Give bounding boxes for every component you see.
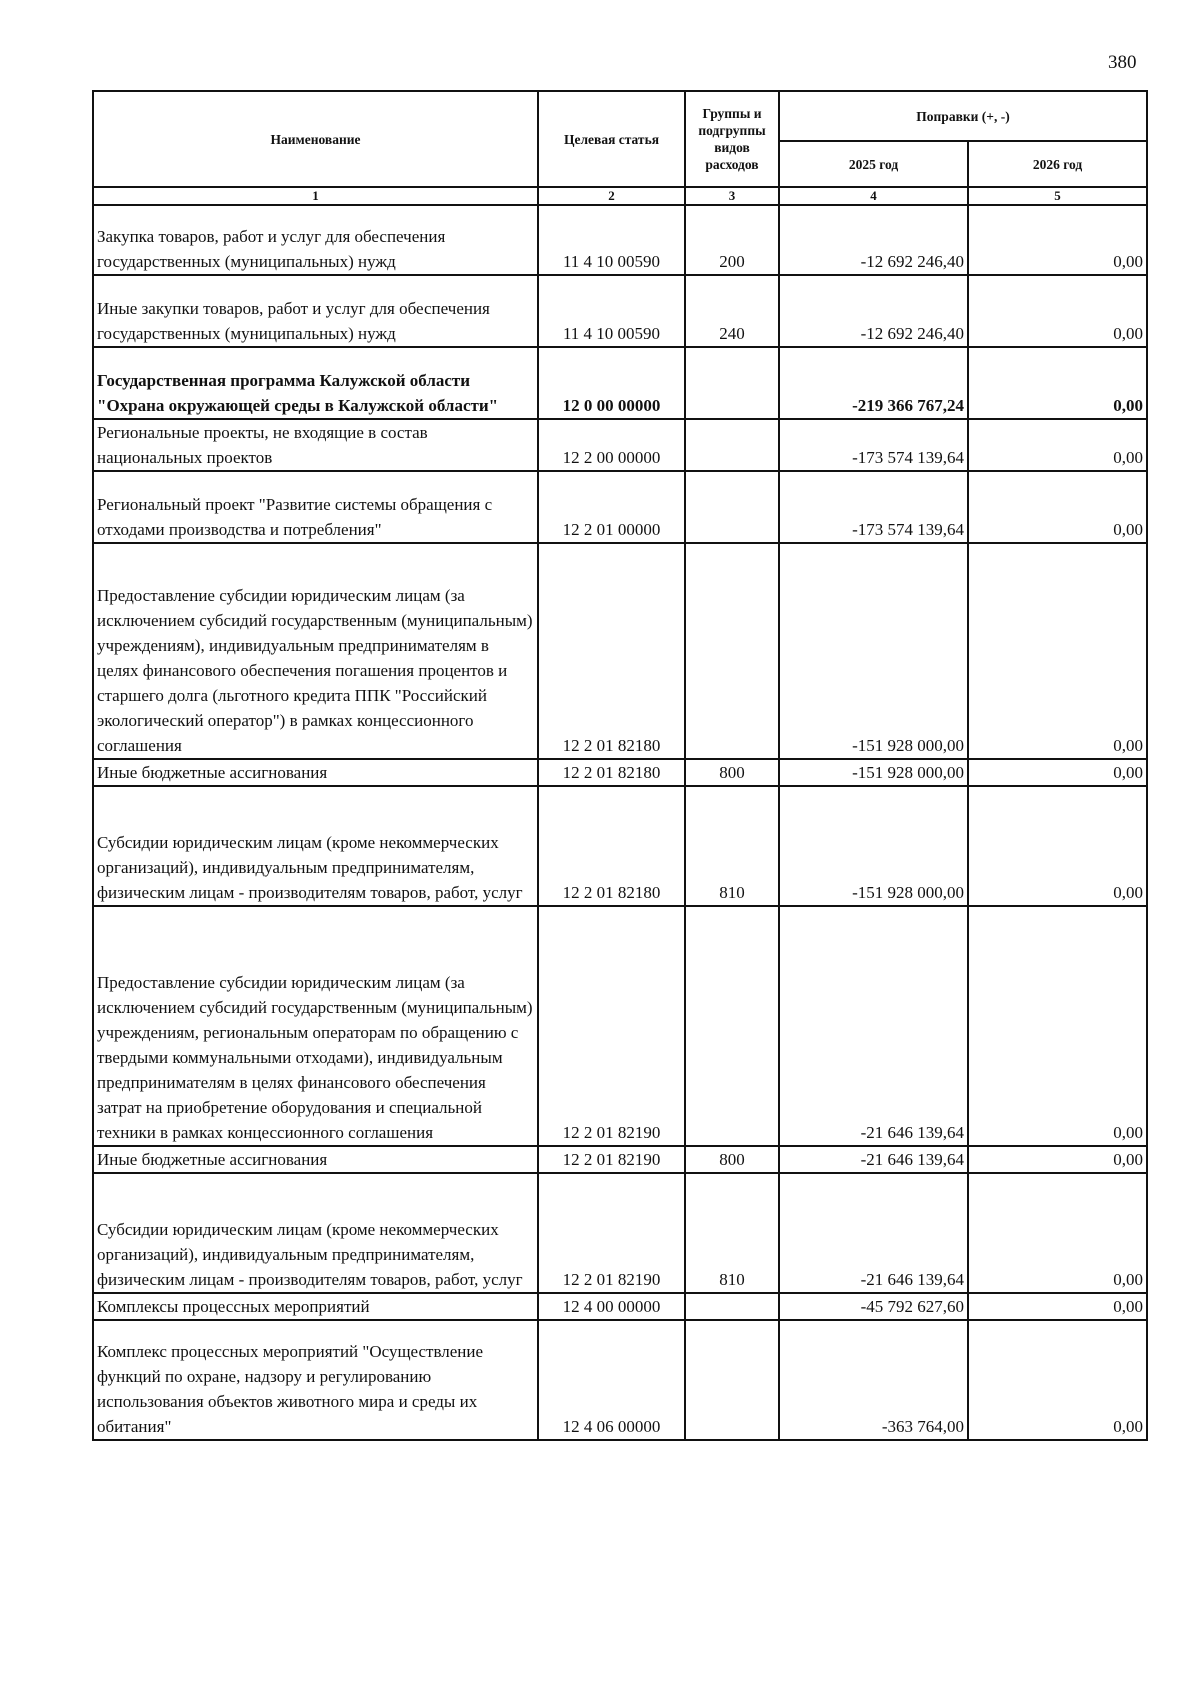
table-row <box>93 1146 1147 1173</box>
row-target-article-cell: 11 4 10 00590 <box>538 275 685 347</box>
row-amount-2025-cell: -21 646 139,64 <box>779 1173 968 1293</box>
row-expense-group-cell <box>685 471 779 543</box>
row-name-cell: Субсидии юридическим лицам (кроме некоммерческих организаций), индивидуальным предпринимателям, физическим лицам - производителям товаров, работ, услуг <box>93 786 538 906</box>
row-amount-2025-cell: -219 366 767,24 <box>779 347 968 419</box>
row-amount-2025-cell: -173 574 139,64 <box>779 471 968 543</box>
row-target-article-cell: 12 2 00 00000 <box>538 419 685 471</box>
table-row <box>93 275 1147 347</box>
header-year-2025: 2025 год <box>779 141 968 187</box>
row-target-article-cell: 12 2 01 82180 <box>538 786 685 906</box>
row-target-article-cell: 12 2 01 82190 <box>538 1146 685 1173</box>
row-expense-group-cell <box>685 1293 779 1320</box>
row-amount-2025-cell: -21 646 139,64 <box>779 1146 968 1173</box>
row-amount-2026-cell: 0,00 <box>968 1320 1147 1440</box>
row-amount-2025-cell: -151 928 000,00 <box>779 786 968 906</box>
page-number: 380 <box>1108 52 1137 73</box>
row-name-cell: Региональный проект "Развитие системы обращения с отходами производства и потребления" <box>93 471 538 543</box>
row-amount-2026-cell: 0,00 <box>968 759 1147 786</box>
row-name-cell: Предоставление субсидии юридическим лицам (за исключением субсидий государственным (муниципальным) учреждениям), индивидуальным предпринимателям в целях финансового обеспечения погашения процентов и старшего долга (льготного кредита ППК "Российский экологический оператор") в рамках концессионного соглашения <box>93 543 538 759</box>
row-name-cell: Иные бюджетные ассигнования <box>93 1146 538 1173</box>
row-expense-group-cell: 810 <box>685 786 779 906</box>
row-target-article-cell: 12 2 01 82180 <box>538 759 685 786</box>
row-expense-group-cell: 200 <box>685 205 779 275</box>
row-amount-2025-cell: -12 692 246,40 <box>779 205 968 275</box>
column-number: 4 <box>779 187 968 205</box>
row-amount-2026-cell: 0,00 <box>968 471 1147 543</box>
column-number: 3 <box>685 187 779 205</box>
row-amount-2025-cell: -12 692 246,40 <box>779 275 968 347</box>
row-amount-2025-cell: -173 574 139,64 <box>779 419 968 471</box>
row-amount-2026-cell: 0,00 <box>968 1293 1147 1320</box>
column-number: 2 <box>538 187 685 205</box>
table-row <box>93 419 1147 471</box>
row-expense-group-cell <box>685 347 779 419</box>
row-target-article-cell: 12 4 00 00000 <box>538 1293 685 1320</box>
table-row <box>93 1320 1147 1440</box>
header-name: Наименование <box>93 91 538 187</box>
row-expense-group-cell: 800 <box>685 759 779 786</box>
row-expense-group-cell: 800 <box>685 1146 779 1173</box>
row-name-cell: Иные закупки товаров, работ и услуг для обеспечения государственных (муниципальных) нужд <box>93 275 538 347</box>
row-target-article-cell: 11 4 10 00590 <box>538 205 685 275</box>
table-row <box>93 347 1147 419</box>
row-amount-2026-cell: 0,00 <box>968 275 1147 347</box>
row-expense-group-cell: 810 <box>685 1173 779 1293</box>
row-target-article-cell: 12 4 06 00000 <box>538 1320 685 1440</box>
table-row <box>93 1173 1147 1293</box>
header-code: Целевая статья <box>538 91 685 187</box>
row-amount-2026-cell: 0,00 <box>968 419 1147 471</box>
row-target-article-cell: 12 2 01 82190 <box>538 906 685 1146</box>
row-name-cell: Иные бюджетные ассигнования <box>93 759 538 786</box>
row-target-article-cell: 12 2 01 82180 <box>538 543 685 759</box>
row-name-cell: Комплекс процессных мероприятий "Осуществление функций по охране, надзору и регулированию использования объектов животного мира и среды их обитания" <box>93 1320 538 1440</box>
row-expense-group-cell <box>685 543 779 759</box>
row-amount-2025-cell: -151 928 000,00 <box>779 759 968 786</box>
table-row <box>93 906 1147 1146</box>
header-amendments: Поправки (+, -) <box>779 91 1147 141</box>
row-amount-2025-cell: -151 928 000,00 <box>779 543 968 759</box>
table-row <box>93 471 1147 543</box>
row-amount-2026-cell: 0,00 <box>968 347 1147 419</box>
row-amount-2026-cell: 0,00 <box>968 205 1147 275</box>
row-target-article-cell: 12 2 01 00000 <box>538 471 685 543</box>
row-name-cell: Комплексы процессных мероприятий <box>93 1293 538 1320</box>
row-target-article-cell: 12 2 01 82190 <box>538 1173 685 1293</box>
table-row <box>93 786 1147 906</box>
budget-amendments-table <box>92 90 1148 1441</box>
row-amount-2026-cell: 0,00 <box>968 1173 1147 1293</box>
row-expense-group-cell <box>685 1320 779 1440</box>
column-number: 1 <box>93 187 538 205</box>
table-row <box>93 1293 1147 1320</box>
row-amount-2026-cell: 0,00 <box>968 786 1147 906</box>
row-amount-2026-cell: 0,00 <box>968 543 1147 759</box>
header-year-2026: 2026 год <box>968 141 1147 187</box>
row-name-cell: Закупка товаров, работ и услуг для обеспечения государственных (муниципальных) нужд <box>93 205 538 275</box>
row-expense-group-cell <box>685 906 779 1146</box>
row-expense-group-cell: 240 <box>685 275 779 347</box>
row-name-cell: Государственная программа Калужской области "Охрана окружающей среды в Калужской области" <box>93 347 538 419</box>
row-name-cell: Региональные проекты, не входящие в состав национальных проектов <box>93 419 538 471</box>
row-expense-group-cell <box>685 419 779 471</box>
table-row <box>93 759 1147 786</box>
row-amount-2026-cell: 0,00 <box>968 906 1147 1146</box>
header-group: Группы и подгруппы видов расходов <box>685 91 779 187</box>
row-name-cell: Субсидии юридическим лицам (кроме некоммерческих организаций), индивидуальным предпринимателям, физическим лицам - производителям товаров, работ, услуг <box>93 1173 538 1293</box>
table-row <box>93 543 1147 759</box>
row-amount-2026-cell: 0,00 <box>968 1146 1147 1173</box>
row-amount-2025-cell: -21 646 139,64 <box>779 906 968 1146</box>
row-target-article-cell: 12 0 00 00000 <box>538 347 685 419</box>
table-row <box>93 205 1147 275</box>
column-number: 5 <box>968 187 1147 205</box>
row-amount-2025-cell: -45 792 627,60 <box>779 1293 968 1320</box>
row-name-cell: Предоставление субсидии юридическим лицам (за исключением субсидий государственным (муниципальным) учреждениям, региональным операторам по обращению с твердыми коммунальными отходами), индивидуальным предпринимателям в целях финансового обеспечения затрат на приобретение оборудования и специальной техники в рамках концессионного соглашения <box>93 906 538 1146</box>
row-amount-2025-cell: -363 764,00 <box>779 1320 968 1440</box>
